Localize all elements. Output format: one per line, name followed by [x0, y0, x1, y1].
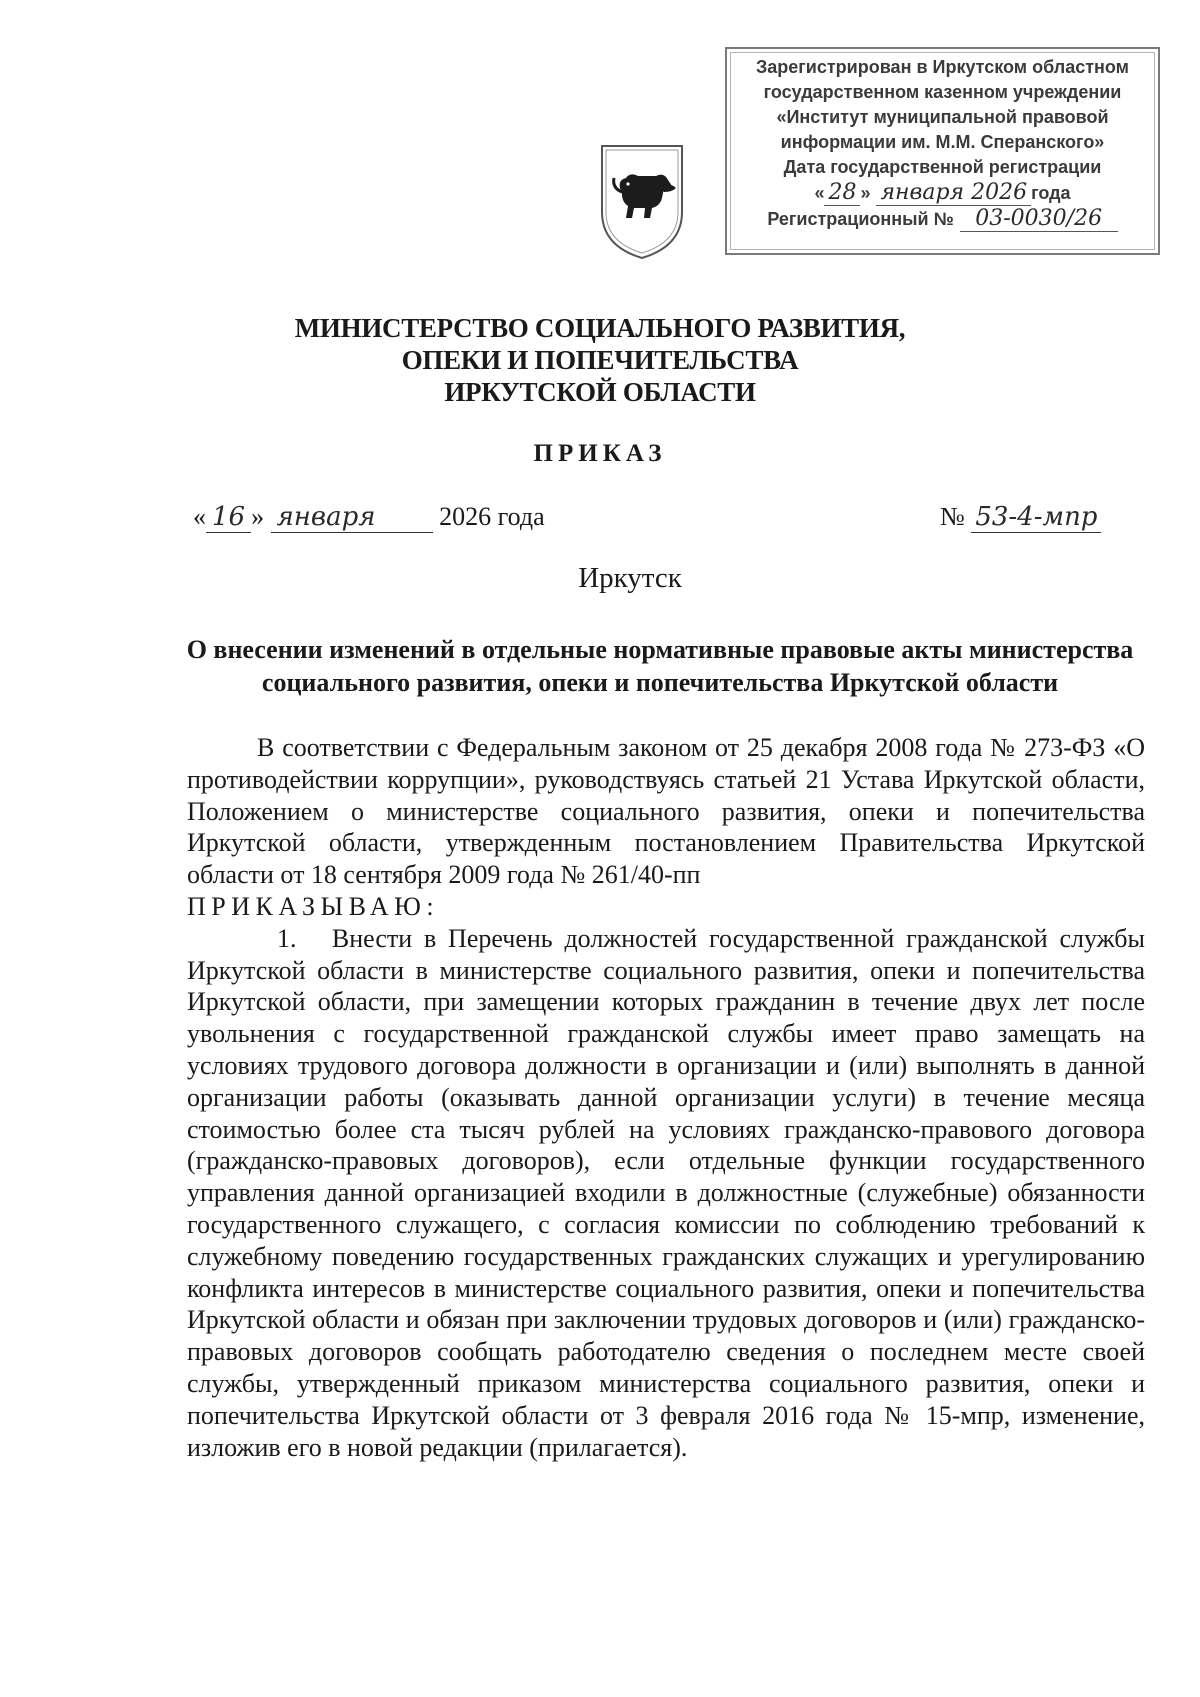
order-subject: О внесении изменений в отдельные нормативные правовые акты министерства социального развития, опеки и попечительства Иркутской области [186, 635, 1134, 697]
stamp-line-3: «Институт муниципальной правовой [776, 107, 1109, 127]
item-1-text: Внести в Перечень должностей государственной гражданской службы Иркутской области в министерстве социального развития, опеки и попечительства Иркутской области, при замещении которых гражданин в течение двух лет после увольнения с государственной гражданской службы имеет право замещать на условиях трудового договора должности в организации и (или) выполнять в данной организации работы (оказывать данной организации услуги) в течение месяца стоимостью более ста тысяч рублей на условиях гражданско-правового договора (гражданско-правовых договоров), если отдельные функции государственного управления данной организацией входили в должностные (служебные) обязанности государственного служащего, с согласия комиссии по соблюдению требований к служебному поведению государственных гражданских служащих и урегулированию конфликта интересов в министерстве социального развития, опеки и попечительства Иркутской области и обязан при заключении трудовых договоров и (или) гражданско-правовых договоров сообщать работодателю сведения о последнем месте своей службы, утвержденный приказом министерства социального развития, опеки и попечительства Иркутской области от 3 февраля 2016 года № 15-мпр, изменение, изложив его в новой редакции (прилагается). [187, 923, 1145, 1462]
date-open-quote: « [193, 502, 206, 531]
date-year: 2026 года [439, 502, 545, 531]
document-type-title: ПРИКАЗ [533, 440, 667, 467]
stamp-reg-row [727, 206, 1158, 232]
stamp-date-row [727, 180, 1158, 206]
order-number [940, 502, 1101, 532]
stamp-date-day: 28 [824, 180, 860, 206]
ministry-heading [0, 312, 1200, 408]
order-date [193, 502, 545, 533]
stamp-date-mid: » [860, 183, 871, 203]
date-day: 16 [206, 502, 251, 533]
item-1-paragraph [187, 923, 1145, 1464]
order-number-value: 53-4-мпр [971, 502, 1101, 533]
ministry-line-1: МИНИСТЕРСТВО СОЦИАЛЬНОГО РАЗВИТИЯ, [294, 313, 906, 343]
ministry-line-3: ИРКУТСКОЙ ОБЛАСТИ [444, 377, 756, 407]
item-1-number: 1. [277, 923, 297, 953]
order-number-label: № [940, 502, 965, 531]
registration-stamp [725, 47, 1160, 255]
stamp-date-suffix: года [1031, 183, 1071, 203]
preamble-paragraph: В соответствии с Федеральным законом от 25 декабря 2008 года № 273-ФЗ «О противодействии коррупции», руководствуясь статьей 21 Устава Иркутской области, Положением о министерстве социального развития, опеки и попечительства Иркутской области, утвержденным постановлением Правительства Иркутской области от 18 сентября 2009 года № 261/40-пп [187, 733, 1145, 890]
ministry-line-2: ОПЕКИ И ПОПЕЧИТЕЛЬСТВА [401, 345, 799, 375]
stamp-line-4: информации им. М.М. Сперанского» [780, 132, 1105, 152]
order-body [187, 732, 1145, 1463]
stamp-line-5: Дата государственной регистрации [783, 157, 1102, 177]
stamp-reg-number: 03-0030/26 [960, 206, 1118, 232]
order-directive: ПРИКАЗЫВАЮ: [187, 891, 440, 921]
stamp-date-open: « [814, 183, 825, 203]
city-name: Иркутск [578, 562, 682, 594]
coat-of-arms-icon [598, 142, 686, 262]
stamp-line-1: Зарегистрирован в Иркутском областном [756, 57, 1129, 77]
stamp-date-month-year: января 2026 [876, 180, 1031, 206]
date-close-quote: » [251, 502, 265, 531]
stamp-reg-label: Регистрационный № [767, 209, 954, 229]
stamp-line-2: государственном казенном учреждении [763, 82, 1122, 102]
date-month: января [271, 502, 433, 533]
